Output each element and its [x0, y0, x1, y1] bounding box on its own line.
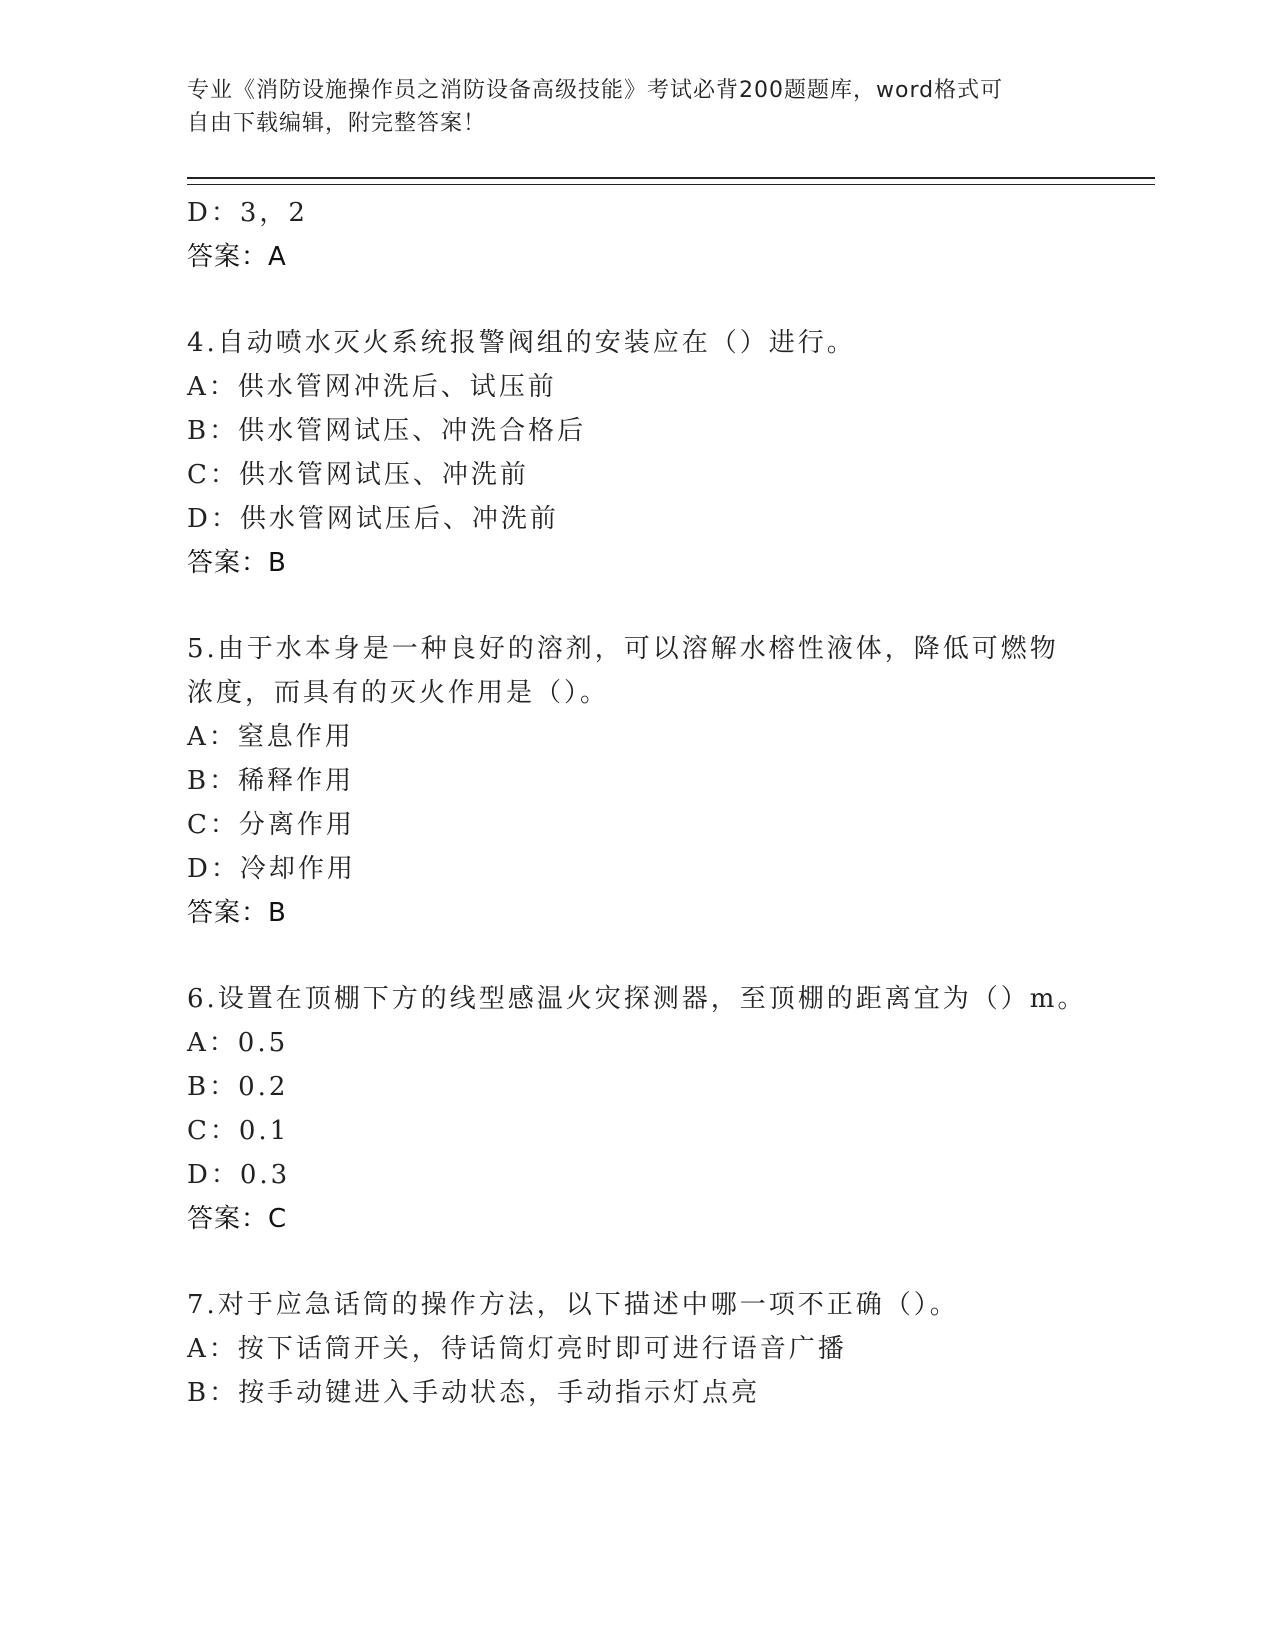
- q6-option-a: A：0.5: [187, 1028, 289, 1058]
- header-line-2: 自由下载编辑，附完整答案！: [187, 111, 487, 136]
- q6-answer: 答案：C: [187, 1204, 288, 1234]
- q6-option-d: D：0.3: [187, 1160, 291, 1190]
- q4-option-b: B：供水管网试压、冲洗合格后: [187, 416, 587, 446]
- q5-option-b: B：稀释作用: [187, 766, 355, 796]
- q7-stem-line-1: 7.对于应急话筒的操作方法，以下描述中哪一项不正确（）。: [187, 1290, 959, 1320]
- q4-answer: 答案：B: [187, 548, 287, 578]
- q4-option-a: A：供水管网冲洗后、试压前: [187, 372, 557, 402]
- q7-option-b: B：按手动键进入手动状态，手动指示灯点亮: [187, 1378, 761, 1408]
- q4-option-d: D：供水管网试压后、冲洗前: [187, 504, 559, 534]
- q4-option-c: C：供水管网试压、冲洗前: [187, 460, 529, 490]
- document-header: [187, 74, 1067, 140]
- q6-stem-line-1: 6.设置在顶棚下方的线型感温火灾探测器，至顶棚的距离宜为（）m。: [187, 984, 1087, 1014]
- q7-option-a: A：按下话筒开关，待话筒灯亮时即可进行语音广播: [187, 1334, 847, 1364]
- q5-option-a: A：窒息作用: [187, 722, 354, 752]
- q4-stem-line-1: 4.自动喷水灭火系统报警阀组的安装应在（）进行。: [187, 328, 856, 358]
- q5-option-c: C：分离作用: [187, 810, 355, 840]
- header-rule-thick: [187, 177, 1155, 179]
- header-line-1: 专业《消防设施操作员之消防设备高级技能》考试必背200题题库，word格式可: [187, 78, 1004, 103]
- q6-option-c: C：0.1: [187, 1116, 290, 1146]
- header-rule-thin: [187, 184, 1155, 185]
- q5-stem-line-1: 5.由于水本身是一种良好的溶剂，可以溶解水榕性液体，降低可燃物: [187, 634, 1059, 664]
- q5-option-d: D：冷却作用: [187, 854, 356, 884]
- prev-option-d: D：3，2: [187, 198, 308, 228]
- q5-stem-line-2: 浓度，而具有的灭火作用是（）。: [187, 678, 610, 708]
- q6-option-b: B：0.2: [187, 1072, 289, 1102]
- q5-answer: 答案：B: [187, 898, 287, 928]
- prev-answer: 答案：A: [187, 242, 287, 272]
